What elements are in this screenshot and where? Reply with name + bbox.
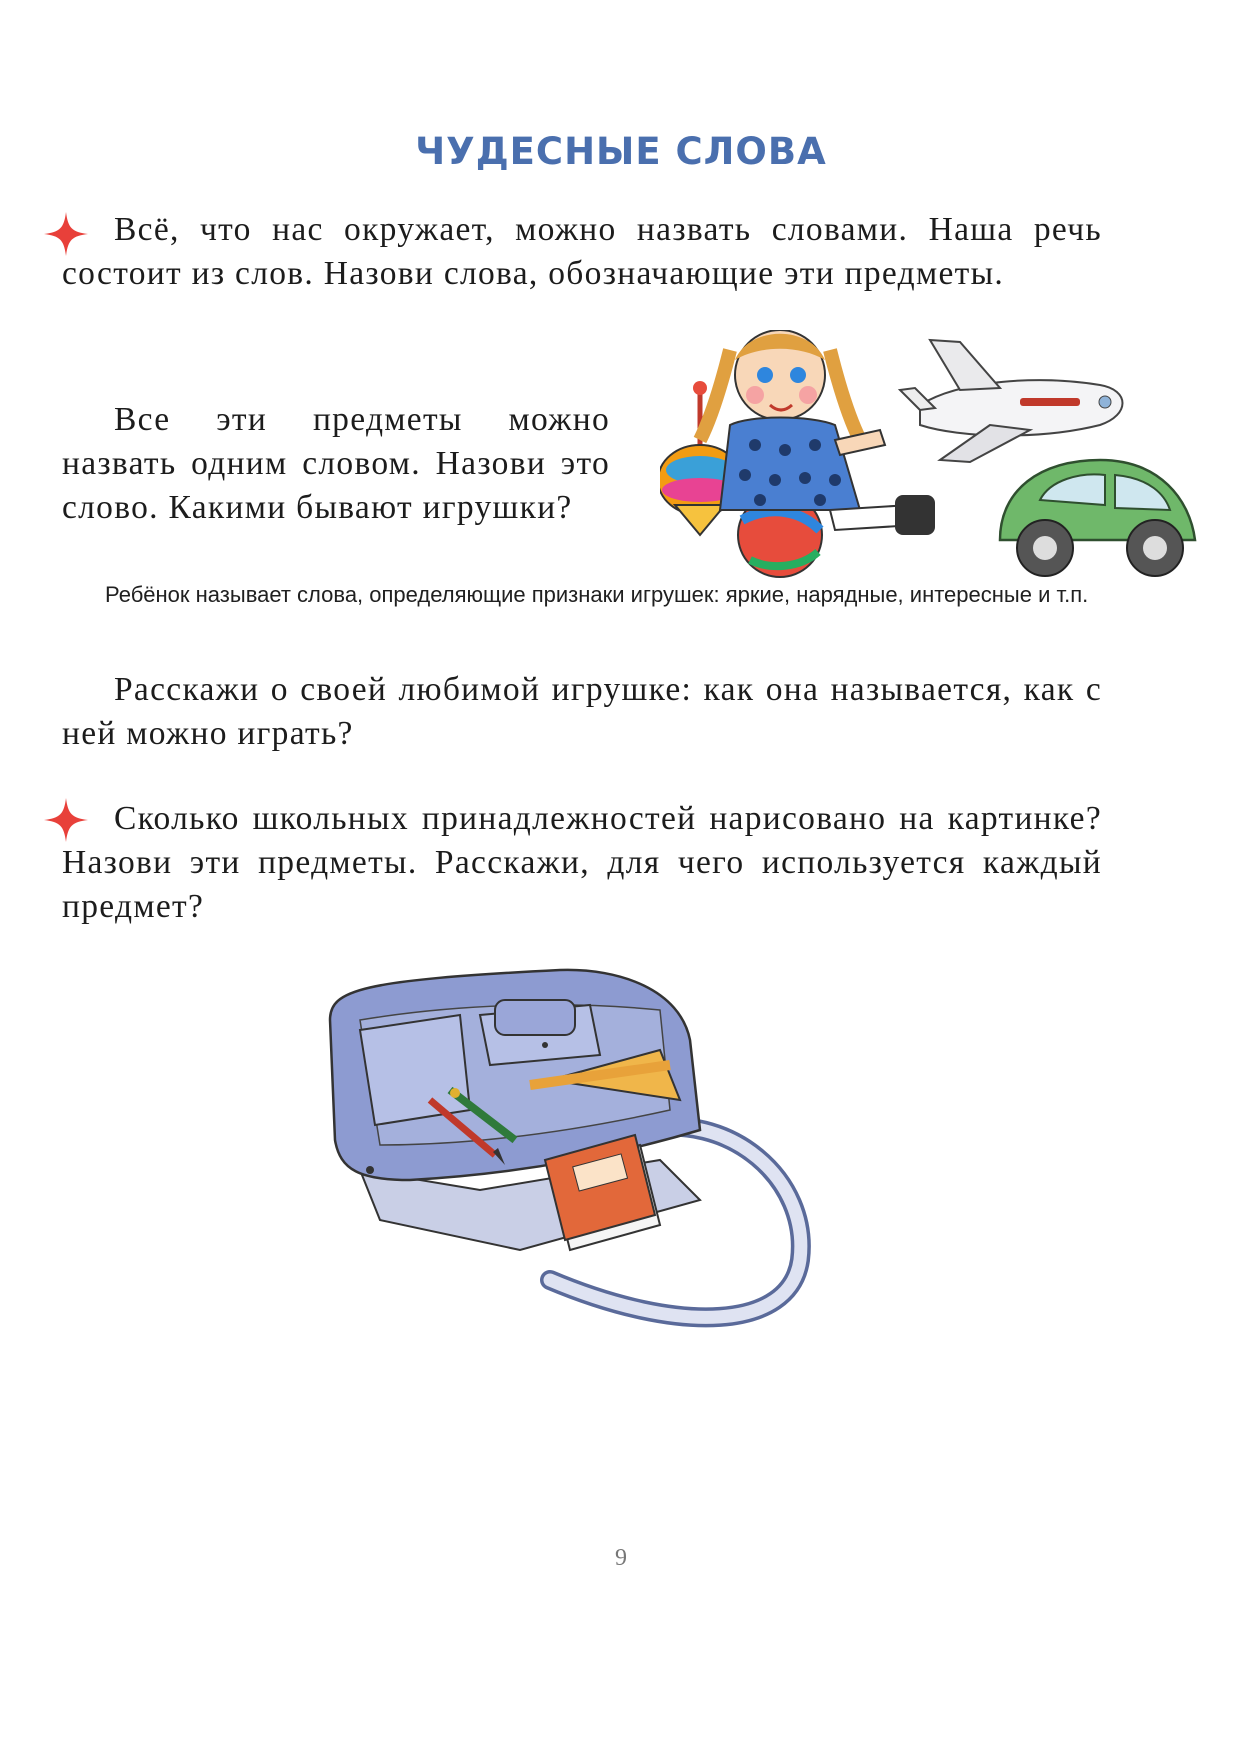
task1-text: Всё, что нас окружает, можно назвать словами. Наша речь состоит из слов. Назови слова, обозначающие эти предметы.: [62, 211, 1102, 292]
task1-followup-text: Все эти предметы можно назвать одним словом. Назови это слово. Какими бывают игрушки?: [62, 401, 610, 526]
teacher-note: Ребёнок называет слова, определяющие признаки игрушек: яркие, нарядные, интересные и т.п.: [105, 582, 1089, 607]
page-title: ЧУДЕСНЫЕ СЛОВА: [415, 130, 827, 173]
task1-story-text: Расскажи о своей любимой игрушке: как она называется, как с ней можно играть?: [62, 671, 1102, 752]
car-illustration: [1000, 460, 1195, 576]
doll-illustration: [700, 330, 935, 535]
page-number: 9: [615, 1545, 627, 1571]
task2-text: Сколько школьных принадлежностей нарисовано на картинке? Назови эти предметы. Расскажи, для чего используется каждый предмет?: [62, 800, 1102, 925]
toys-illustration: [660, 330, 1220, 600]
airplane-illustration: [900, 340, 1123, 462]
school-bag-illustration: [300, 960, 820, 1350]
